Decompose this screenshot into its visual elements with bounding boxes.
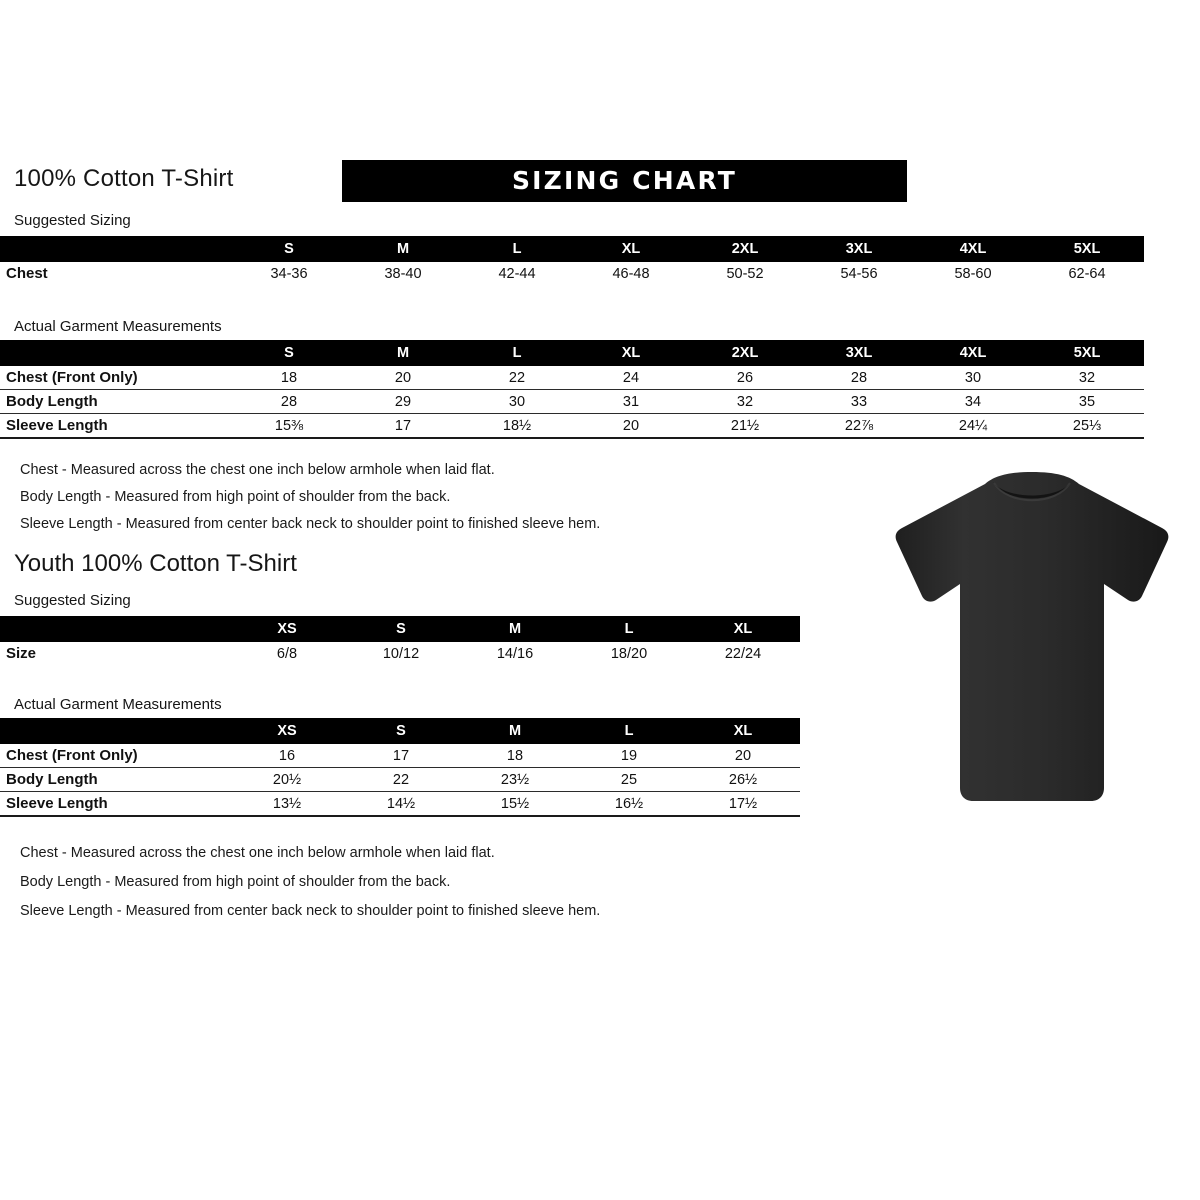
cell: 10/12 — [344, 642, 458, 665]
col-header: 5XL — [1030, 236, 1144, 262]
col-header: XS — [230, 718, 344, 744]
col-header: L — [460, 340, 574, 366]
table-row — [0, 642, 800, 665]
cell: 34 — [916, 390, 1030, 414]
col-header: 3XL — [802, 340, 916, 366]
cell: 46-48 — [574, 262, 688, 285]
cell: 26½ — [686, 768, 800, 792]
cell: 15½ — [458, 792, 572, 817]
youth-note-body-length: Body Length - Measured from high point of shoulder from the back. — [20, 874, 451, 890]
col-header: S — [232, 340, 346, 366]
row-label: Sleeve Length — [0, 414, 232, 439]
cell: 28 — [232, 390, 346, 414]
cell: 14/16 — [458, 642, 572, 665]
col-header: M — [346, 236, 460, 262]
cell: 25⅓ — [1030, 414, 1144, 439]
row-label: Body Length — [0, 390, 232, 414]
cell: 17 — [346, 414, 460, 439]
table-row — [0, 744, 800, 768]
adult-note-sleeve-length: Sleeve Length - Measured from center back neck to shoulder point to finished sleeve hem. — [20, 516, 601, 532]
col-header: M — [458, 616, 572, 642]
cell: 15⅜ — [232, 414, 346, 439]
col-header — [0, 616, 230, 642]
adult-note-body-length: Body Length - Measured from high point of shoulder from the back. — [20, 489, 451, 505]
col-header: XL — [574, 236, 688, 262]
table-row — [0, 414, 1144, 439]
cell: 18 — [458, 744, 572, 768]
youth-note-chest: Chest - Measured across the chest one inch below armhole when laid flat. — [20, 845, 495, 861]
adult-note-chest: Chest - Measured across the chest one inch below armhole when laid flat. — [20, 462, 495, 478]
table-header-row — [0, 340, 1144, 366]
cell: 22 — [344, 768, 458, 792]
cell: 26 — [688, 366, 802, 390]
cell: 13½ — [230, 792, 344, 817]
youth-note-sleeve-length: Sleeve Length - Measured from center back neck to shoulder point to finished sleeve hem. — [20, 903, 601, 919]
table-header-row — [0, 616, 800, 642]
col-header: M — [458, 718, 572, 744]
cell: 19 — [572, 744, 686, 768]
adult-suggested-sizing-table — [0, 236, 1144, 285]
cell: 32 — [688, 390, 802, 414]
table-header-row — [0, 718, 800, 744]
black-tshirt-illustration — [890, 470, 1175, 810]
sizing-chart-banner-label: SIZING CHART — [511, 166, 738, 195]
cell: 14½ — [344, 792, 458, 817]
page-title: 100% Cotton T-Shirt — [14, 165, 234, 192]
table-row — [0, 390, 1144, 414]
cell: 16 — [230, 744, 344, 768]
cell: 21½ — [688, 414, 802, 439]
cell: 17½ — [686, 792, 800, 817]
row-label: Chest — [0, 262, 232, 285]
col-header: L — [572, 718, 686, 744]
cell: 30 — [460, 390, 574, 414]
adult-suggested-sizing-label: Suggested Sizing — [14, 212, 131, 229]
row-label: Sleeve Length — [0, 792, 230, 817]
cell: 62-64 — [1030, 262, 1144, 285]
table-row — [0, 792, 800, 817]
cell: 35 — [1030, 390, 1144, 414]
col-header: L — [572, 616, 686, 642]
cell: 54-56 — [802, 262, 916, 285]
cell: 25 — [572, 768, 686, 792]
col-header: S — [232, 236, 346, 262]
cell: 18/20 — [572, 642, 686, 665]
youth-section-title: Youth 100% Cotton T-Shirt — [14, 550, 297, 577]
row-label: Chest (Front Only) — [0, 366, 232, 390]
cell: 24 — [574, 366, 688, 390]
col-header — [0, 236, 232, 262]
cell: 22/24 — [686, 642, 800, 665]
col-header: S — [344, 616, 458, 642]
adult-actual-measurements-table — [0, 340, 1144, 439]
cell: 20 — [686, 744, 800, 768]
col-header: 2XL — [688, 236, 802, 262]
sizing-chart-banner — [342, 160, 907, 202]
cell: 18½ — [460, 414, 574, 439]
row-label: Size — [0, 642, 230, 665]
row-label: Chest (Front Only) — [0, 744, 230, 768]
cell: 23½ — [458, 768, 572, 792]
cell: 29 — [346, 390, 460, 414]
col-header: 5XL — [1030, 340, 1144, 366]
cell: 31 — [574, 390, 688, 414]
cell: 32 — [1030, 366, 1144, 390]
col-header: 2XL — [688, 340, 802, 366]
cell: 30 — [916, 366, 1030, 390]
col-header: XL — [686, 718, 800, 744]
col-header: 4XL — [916, 340, 1030, 366]
youth-actual-measurements-label: Actual Garment Measurements — [14, 696, 222, 713]
cell: 24¼ — [916, 414, 1030, 439]
youth-suggested-sizing-table — [0, 616, 800, 665]
col-header: 3XL — [802, 236, 916, 262]
cell: 22 — [460, 366, 574, 390]
col-header: 4XL — [916, 236, 1030, 262]
cell: 17 — [344, 744, 458, 768]
cell: 38-40 — [346, 262, 460, 285]
col-header: XL — [686, 616, 800, 642]
row-label: Body Length — [0, 768, 230, 792]
youth-suggested-sizing-label: Suggested Sizing — [14, 592, 131, 609]
col-header — [0, 718, 230, 744]
cell: 50-52 — [688, 262, 802, 285]
youth-actual-measurements-table — [0, 718, 800, 817]
cell: 33 — [802, 390, 916, 414]
adult-actual-measurements-label: Actual Garment Measurements — [14, 318, 222, 335]
cell: 18 — [232, 366, 346, 390]
col-header: L — [460, 236, 574, 262]
cell: 34-36 — [232, 262, 346, 285]
col-header — [0, 340, 232, 366]
col-header: XL — [574, 340, 688, 366]
col-header: M — [346, 340, 460, 366]
cell: 42-44 — [460, 262, 574, 285]
cell: 20½ — [230, 768, 344, 792]
cell: 20 — [346, 366, 460, 390]
table-row — [0, 366, 1144, 390]
cell: 28 — [802, 366, 916, 390]
cell: 6/8 — [230, 642, 344, 665]
table-header-row — [0, 236, 1144, 262]
header-row — [14, 160, 1186, 204]
col-header: S — [344, 718, 458, 744]
cell: 20 — [574, 414, 688, 439]
table-row — [0, 262, 1144, 285]
cell: 58-60 — [916, 262, 1030, 285]
col-header: XS — [230, 616, 344, 642]
cell: 16½ — [572, 792, 686, 817]
cell: 22⅞ — [802, 414, 916, 439]
table-row — [0, 768, 800, 792]
